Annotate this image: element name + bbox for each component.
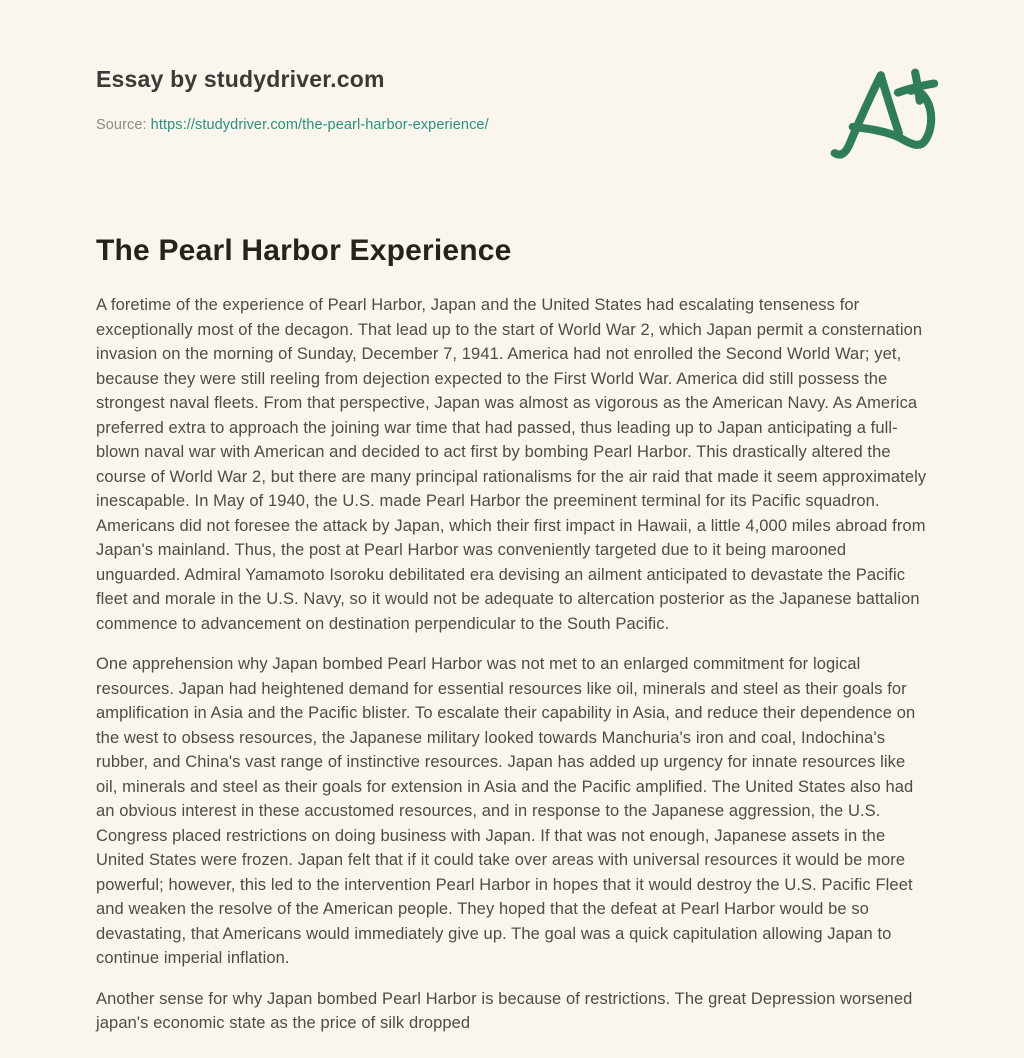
essay-paragraph-3: Another sense for why Japan bombed Pearl Harbor is because of restrictions. The great Depression worsened japan's economic state as the price of silk dropped <box>96 989 913 1032</box>
site-title: Essay by studydriver.com <box>96 66 385 92</box>
article-body <box>96 293 930 1036</box>
essay-paragraph-1: A foretime of the experience of Pearl Harbor, Japan and the United States had escalating tenseness for exceptionally most of the decagon. That lead up to the start of World War 2, which Japan permit a consternation invasion on the morning of Sunday, December 7, 1941. America had not enrolled the Second World War; yet, because they were still reeling from dejection expected to the First World War. America did still possess the strongest naval fleets. From that perspective, Japan was almost as vigorous as the American Navy. As America preferred extra to approach the joining war time that had passed, thus leading up to Japan anticipating a full-blown naval war with American and decided to act first by bombing Pearl Harbor. This drastically altered the course of World War 2, but there are many principal rationalisms for the air raid that made it seem approximately inescapable. In May of 1940, the U.S. made Pearl Harbor the preeminent terminal for its Pacific squadron. Americans did not foresee the attack by Japan, which their first impact in Hawaii, a little 4,000 miles abroad from Japan's mainland. Thus, the post at Pearl Harbor was conveniently targeted due to it being marooned unguarded. Admiral Yamamoto Isoroku debilitated era devising an ailment anticipated to devastate the Pacific fleet and morale in the U.S. Navy, so it would not be adequate to altercation posterior as the Japanese battalion commence to advancement on destination perpendicular to the South Pacific. <box>96 296 927 633</box>
source-link[interactable]: https://studydriver.com/the-pearl-harbor-experience/ <box>150 117 489 133</box>
source-line <box>96 117 930 133</box>
essay-paragraph-2: One apprehension why Japan bombed Pearl Harbor was not met to an enlarged commitment for logical resources. Japan had heightened demand for essential resources like oil, minerals and steel as their goals for amplification in Asia and the Pacific blister. To escalate their capability in Asia, and reduce their dependence on the west to obsess resources, the Japanese military looked towards Manchuria's iron and coal, Indochina's rubber, and China's vast range of instinctive resources. Japan has added up urgency for innate resources like oil, minerals and steel as their goals for extension in Asia and the Pacific amplified. The United States also had an obvious interest in these accustomed resources, and in response to the Japanese aggression, the U.S. Congress placed restrictions on doing business with Japan. If that was not enough, Japanese assets in the United States were frozen. Japan felt that if it could take over areas with universal resources it would be more powerful; however, this led to the intervention Pearl Harbor in hopes that it would destroy the U.S. Pacific Fleet and weaken the resolve of the American people. They hoped that the defeat at Pearl Harbor would be so devastating, that Americans would immediately give up. The goal was a quick capitulation allowing Japan to continue imperial inflation. <box>96 655 916 967</box>
source-label: Source: <box>96 117 147 133</box>
a-plus-logo-icon <box>820 60 938 164</box>
article-title: The Pearl Harbor Experience <box>96 234 512 267</box>
